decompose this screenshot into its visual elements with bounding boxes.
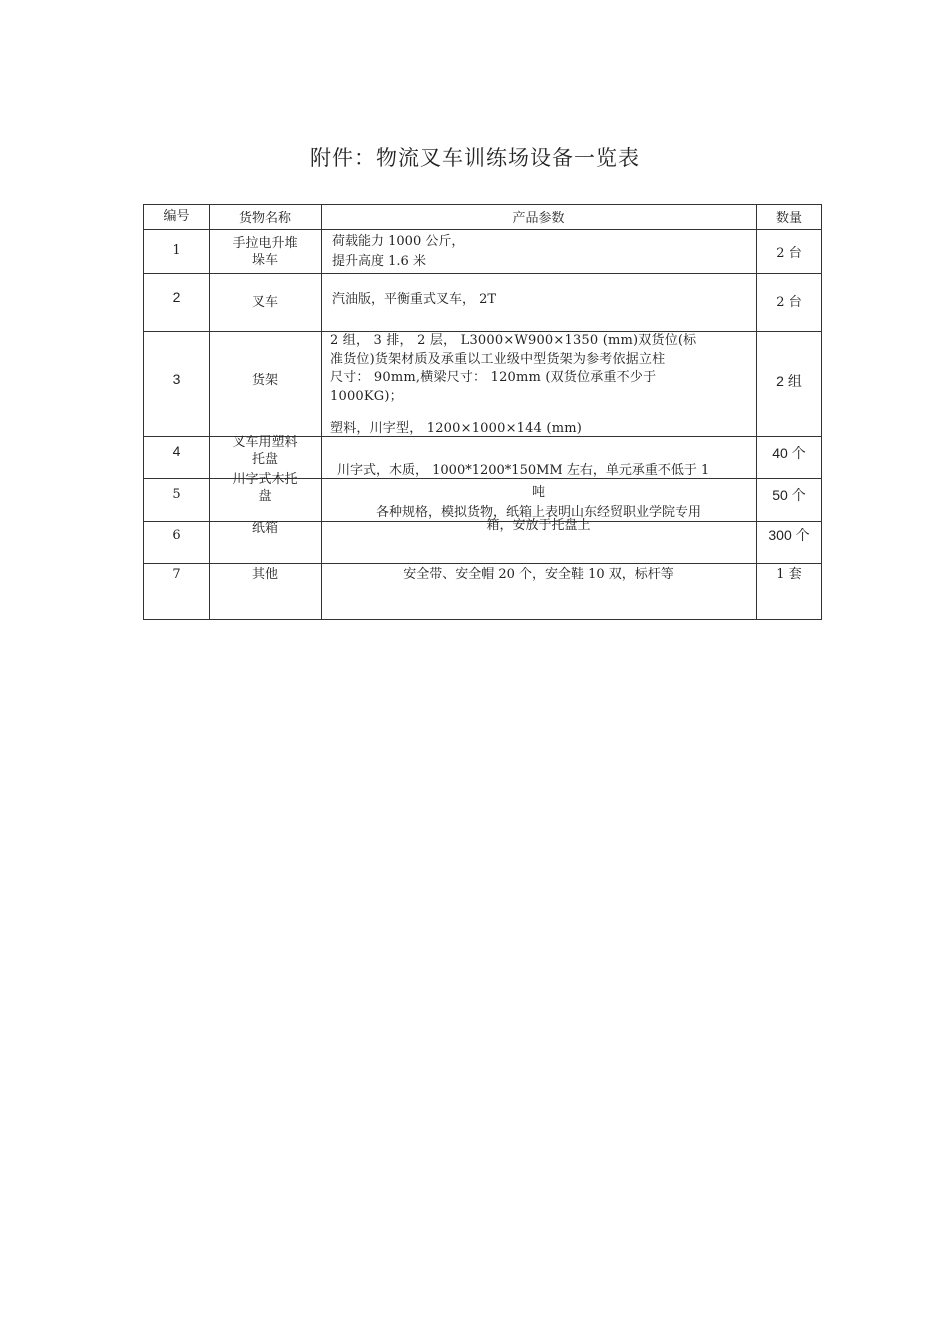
item-name [209, 471, 321, 505]
quantity: 2 台 [776, 246, 802, 261]
item-name-line: 手拉电升堆 [232, 236, 298, 251]
row-number: 7 [172, 567, 181, 582]
product-params [332, 232, 752, 272]
row-number: 3 [172, 371, 181, 387]
item-name-line: 叉车用塑料 [232, 435, 298, 450]
item-name-line: 托盘 [251, 452, 278, 467]
page-title: 附件：物流叉车训练场设备一览表 [310, 146, 640, 170]
item-name [209, 434, 321, 468]
quantity: 1 套 [776, 567, 802, 582]
header-item-name: 货物名称 [238, 211, 291, 226]
row-number: 5 [172, 487, 181, 502]
quantity: 40 个 [772, 445, 806, 461]
params-line: 准货位)货架材质及承重以工业级中型货架为参考依据立柱 [330, 351, 666, 367]
equipment-table [143, 204, 822, 620]
row-number: 2 [172, 289, 181, 305]
item-name-line: 川字式木托 [232, 472, 298, 487]
item-name: 货架 [251, 373, 278, 388]
params-line: 尺寸： 90mm,横梁尺寸： 120mm (双货位承重不少于 [330, 370, 657, 385]
row-divider [144, 563, 821, 564]
product-params: 川字式，木质， 1000*1200*150MM 左右，单元承重不低于 1 [337, 463, 710, 478]
item-name-line: 垛车 [251, 253, 278, 268]
product-params: 汽油版，平衡重式叉车， 2T [332, 292, 497, 307]
item-name: 叉车 [251, 295, 278, 310]
quantity: 2 台 [776, 295, 802, 310]
row-number: 1 [172, 243, 181, 258]
quantity: 2 组 [776, 373, 802, 389]
column-divider [756, 205, 757, 619]
header-product-params: 产品参数 [512, 211, 565, 226]
quantity: 300 个 [768, 527, 810, 543]
header-quantity: 数量 [775, 211, 802, 226]
quantity: 50 个 [772, 487, 806, 503]
product-params [330, 332, 754, 439]
row-divider [144, 229, 821, 230]
row-divider [144, 273, 821, 274]
column-divider [321, 205, 322, 619]
row-number: 4 [172, 443, 181, 459]
params-line: 吨 [531, 485, 545, 500]
product-params: 安全带、安全帽 20 个，安全鞋 10 双，标杆等 [403, 567, 674, 582]
product-params: 箱，安放于托盘上 [486, 518, 591, 533]
item-name [209, 235, 321, 269]
row-number: 6 [172, 528, 181, 543]
header-number: 编号 [163, 209, 190, 224]
item-name: 纸箱 [251, 521, 278, 536]
params-line: 1000KG)； [330, 388, 403, 404]
params-line: 提升高度 1.6 米 [332, 254, 426, 269]
params-line: 荷载能力 1000 公斤， [332, 234, 465, 249]
params-line: 2 组， 3 排， 2 层， L3000×W900×1350 (mm)双货位(标 [330, 333, 697, 348]
item-name: 其他 [251, 567, 278, 582]
item-name-line: 盘 [258, 489, 272, 504]
params-line: 塑料，川字型， 1200×1000×144 (mm) [330, 421, 583, 436]
params-line: 各种规格，模拟货物，纸箱上表明山东经贸职业学院专用 [375, 505, 701, 520]
